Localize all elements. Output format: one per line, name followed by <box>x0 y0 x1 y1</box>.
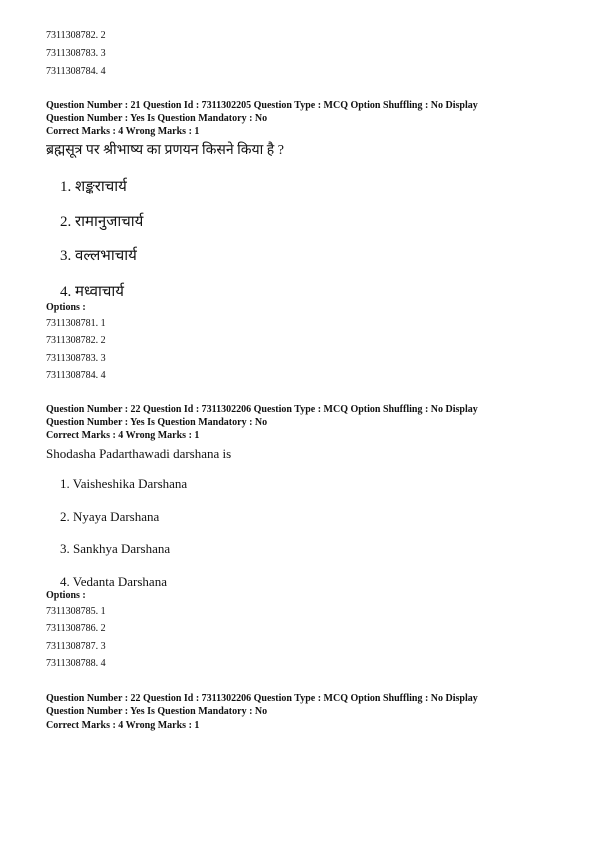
question-text: ब्रह्मसूत्र पर श्रीभाष्य का प्रणयन किसने किया है ? <box>46 143 284 158</box>
answer-choice: 1. शङ्कराचार्य <box>60 179 127 195</box>
question-meta-line: Question Number : Yes Is Question Mandatory : No <box>46 706 268 717</box>
question-text: Shodasha Padarthawadi darshana is <box>46 446 232 461</box>
answer-choice: 4. मध्वाचार्य <box>60 284 124 300</box>
option-code: 7311308785. 1 <box>46 606 106 617</box>
question-marks-line: Correct Marks : 4 Wrong Marks : 1 <box>46 126 200 137</box>
question-meta-line: Question Number : 22 Question Id : 7311302206 Question Type : MCQ Option Shuffling : No Display <box>46 693 478 704</box>
question-meta-line: Question Number : 22 Question Id : 7311302206 Question Type : MCQ Option Shuffling : No Display <box>46 404 478 415</box>
question-marks-line: Correct Marks : 4 Wrong Marks : 1 <box>46 720 200 731</box>
question-meta-line: Question Number : 21 Question Id : 7311302205 Question Type : MCQ Option Shuffling : No Display <box>46 100 478 111</box>
option-code: 7311308786. 2 <box>46 623 106 634</box>
option-code: 7311308781. 1 <box>46 318 106 329</box>
answer-choice: 2. रामानुजाचार्य <box>60 214 144 230</box>
options-label: Options : <box>46 302 86 313</box>
answer-choice: 1. Vaisheshika Darshana <box>60 476 188 491</box>
answer-choice: 3. Sankhya Darshana <box>60 541 171 556</box>
option-code: 7311308784. 4 <box>46 370 106 381</box>
option-code: 7311308782. 2 <box>46 30 106 41</box>
option-code: 7311308788. 4 <box>46 658 106 669</box>
option-code: 7311308784. 4 <box>46 66 106 77</box>
option-code: 7311308783. 3 <box>46 353 106 364</box>
options-label: Options : <box>46 590 86 601</box>
option-code: 7311308782. 2 <box>46 335 106 346</box>
question-meta-line: Question Number : Yes Is Question Mandatory : No <box>46 417 268 428</box>
answer-choice: 2. Nyaya Darshana <box>60 509 160 524</box>
question-marks-line: Correct Marks : 4 Wrong Marks : 1 <box>46 430 200 441</box>
answer-choice: 3. वल्लभाचार्य <box>60 248 137 264</box>
answer-choice: 4. Vedanta Darshana <box>60 574 167 589</box>
option-code: 7311308787. 3 <box>46 641 106 652</box>
question-meta-line: Question Number : Yes Is Question Mandatory : No <box>46 113 268 124</box>
option-code: 7311308783. 3 <box>46 48 106 59</box>
